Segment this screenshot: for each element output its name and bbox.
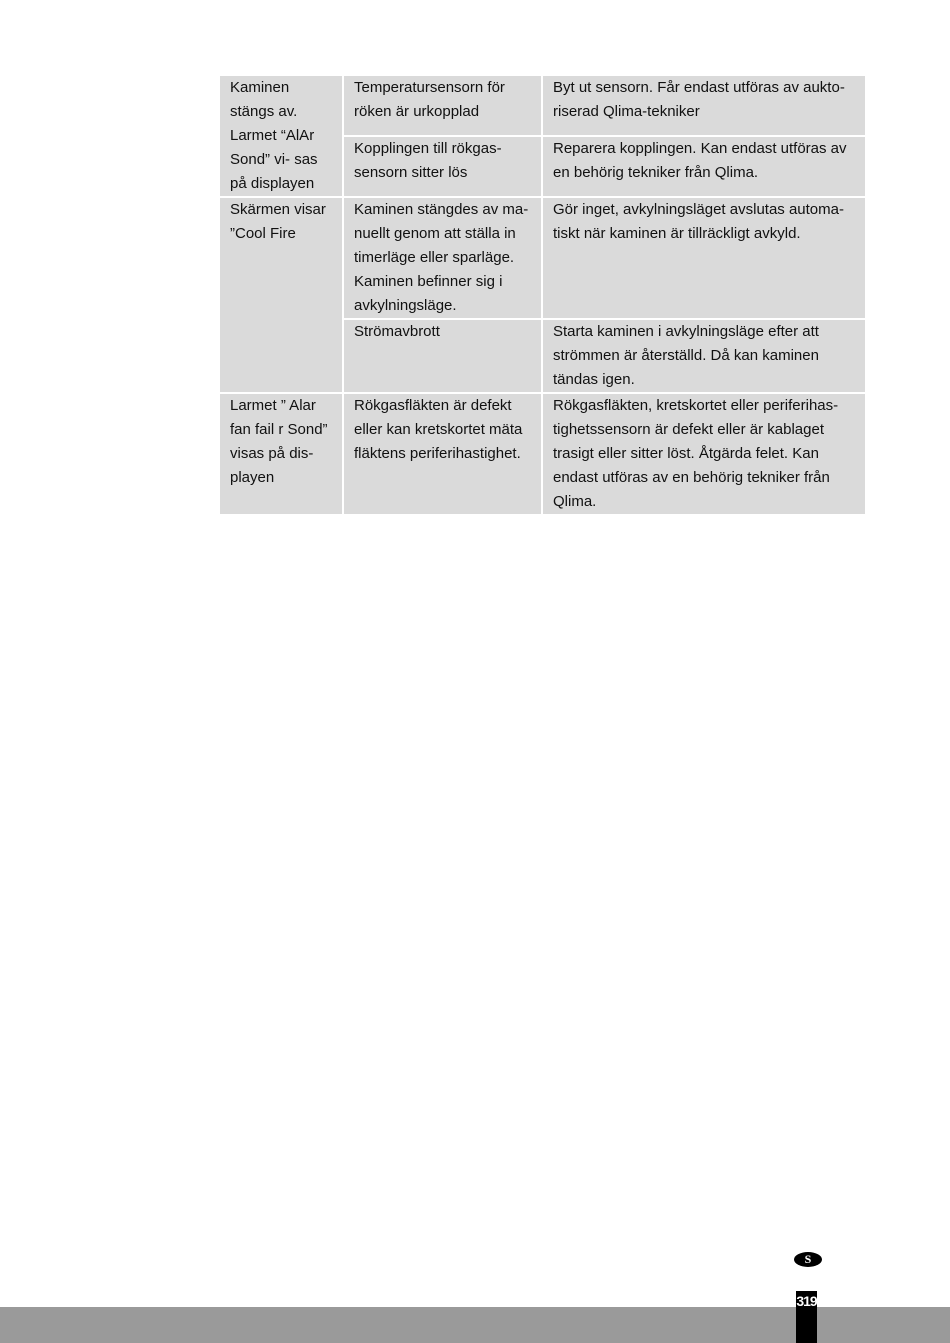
solution-text: Rökgasfläkten, kretskortet eller periferihas- tighetssensorn är defekt eller är kablaget trasigt eller sitter löst. Åtgärda felet. Kan endast utföras av en behörig tekniker från Qlima. <box>553 397 839 510</box>
table-row <box>219 197 866 319</box>
problem-cell <box>343 393 542 515</box>
solution-text: Starta kaminen i avkylningsläge efter att strömmen är återställd. Då kan kaminen tändas igen. <box>553 323 819 388</box>
problem-cell <box>343 136 542 197</box>
cause-text: Kaminen stängs av. Larmet “AlAr Sond” vi- sas på displayen <box>230 79 318 192</box>
problem-text: Strömavbrott <box>354 323 440 340</box>
solution-text: Reparera kopplingen. Kan endast utföras av en behörig tekniker från Qlima. <box>553 140 847 181</box>
solution-cell <box>542 197 866 319</box>
page-number: 319 <box>796 1293 817 1309</box>
problem-cell <box>343 197 542 319</box>
troubleshooting-table <box>218 74 867 516</box>
table-row <box>219 393 866 515</box>
problem-text: Kaminen stängdes av ma- nuellt genom att ställa in timerläge eller sparläge. Kaminen befinner sig i avkylningsläge. <box>354 201 529 314</box>
cause-text: Larmet ” Alar fan fail r Sond” visas på dis- playen <box>230 397 328 486</box>
solution-cell <box>542 75 866 136</box>
problem-cell <box>343 75 542 136</box>
cause-cell <box>219 393 343 515</box>
solution-cell <box>542 319 866 393</box>
problem-cell <box>343 319 542 393</box>
problem-text: Rökgasfläkten är defekt eller kan kretskortet mäta fläktens periferihastighet. <box>354 397 523 462</box>
problem-text: Temperatursensorn för röken är urkopplad <box>354 79 505 120</box>
language-badge: S <box>794 1252 822 1267</box>
page-number-tab <box>796 1291 817 1343</box>
table-row <box>219 75 866 136</box>
cause-cell <box>219 197 343 393</box>
cause-cell <box>219 75 343 197</box>
solution-text: Byt ut sensorn. Får endast utföras av aukto- riserad Qlima-tekniker <box>553 79 845 120</box>
problem-text: Kopplingen till rökgas- sensorn sitter lös <box>354 140 502 181</box>
solution-cell <box>542 393 866 515</box>
solution-text: Gör inget, avkylningsläget avslutas automa- tiskt när kaminen är tillräckligt avkyld. <box>553 201 844 242</box>
solution-cell <box>542 136 866 197</box>
cause-text: Skärmen visar ”Cool Fire <box>230 201 326 242</box>
